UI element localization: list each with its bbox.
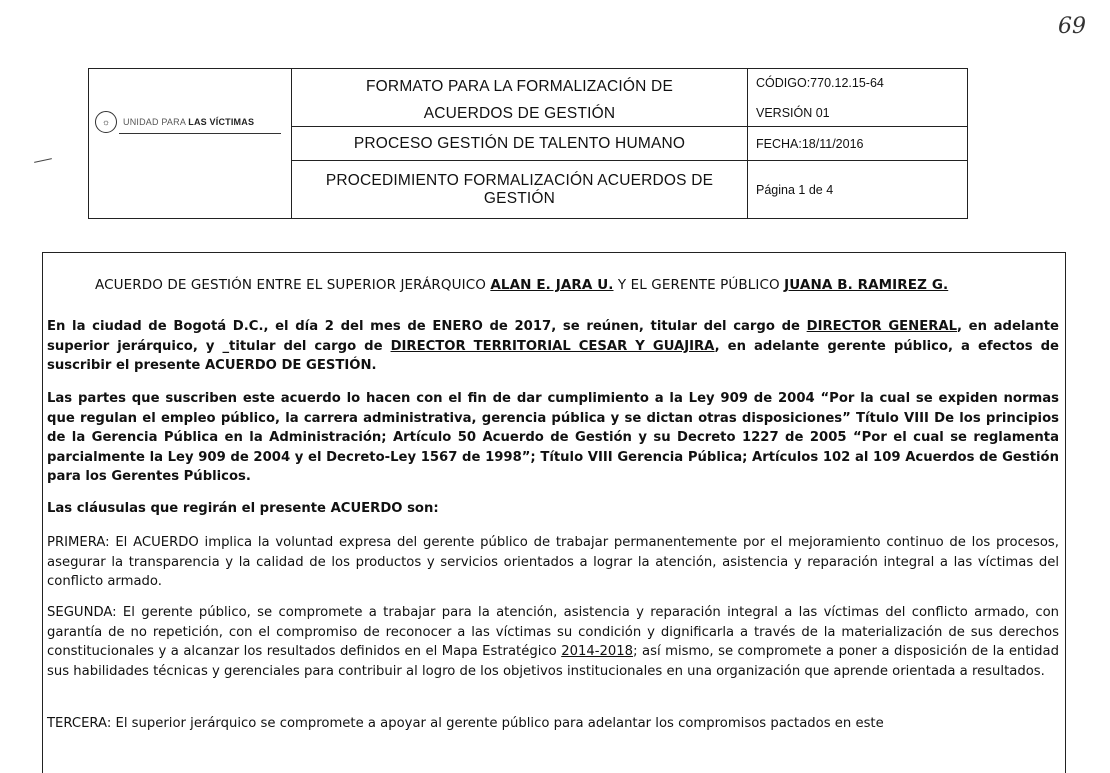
clause-tercera: TERCERA: El superior jerárquico se compromete a apoyar al gerente público para adelantar los compromisos pactados en este bbox=[47, 716, 884, 731]
form-code: CÓDIGO:770.12.15-64 bbox=[756, 75, 884, 90]
document-header bbox=[88, 68, 968, 219]
strategic-map-years: 2014-2018 bbox=[561, 644, 634, 659]
page-number: 69 bbox=[1058, 14, 1086, 39]
clause-segunda: SEGUNDA: El gerente público, se compromete a trabajar para la atención, asistencia y reparación integral a las víctimas del conflicto armado, con garantía de no repetición, con el compromiso de reconocer a las víctimas su condición y dignificarla a través de la materialización de sus derechos constitucionales y a alcanzar los resultados definidos en el Mapa Estratégico 2014-2018; así mismo, se compromete a poner a disposición de la entidad sus habilidades técnicas y gerenciales para contribuir al logro de los objetivos institucionales en una organización que aprende orientada a resultados. bbox=[47, 605, 1059, 679]
legal-basis-paragraph: Las partes que suscriben este acuerdo lo hacen con el fin de dar cumplimiento a la Ley 909 de 2004 “Por la cual se expiden normas que regulan el empleo público, la carrera administrativa, gerencia pública y se dictan otras disposiciones” Título VIII De los principios de la Gerencia Pública en la Administración; Artículo 50 Acuerdo de Gestión y su Decreto 1227 de 2005 “Por el cual se reglamenta parcialmente la Ley 909 de 2004 y el Decreto-Ley 1567 de 1998”; Título VIII Gerencia Pública; Artículos 102 al 109 Acuerdos de Gestión para los Gerentes Públicos. bbox=[47, 391, 1059, 484]
logo-rule bbox=[119, 133, 281, 134]
form-date: FECHA:18/11/2016 bbox=[748, 127, 968, 161]
process-name: PROCESO GESTIÓN DE TALENTO HUMANO bbox=[292, 127, 748, 161]
scan-mark bbox=[34, 158, 52, 163]
superior-role: DIRECTOR GENERAL bbox=[806, 319, 957, 334]
code-version-cell bbox=[748, 69, 968, 127]
page-indicator: Página 1 de 4 bbox=[748, 161, 968, 219]
agreement-title: ACUERDO DE GESTIÓN ENTRE EL SUPERIOR JERÁRQUICO ALAN E. JARA U. Y EL GERENTE PÚBLICO JUANA B. RAMIREZ G. bbox=[95, 277, 949, 293]
superior-name: ALAN E. JARA U. bbox=[490, 277, 614, 293]
seal-icon: ☼ bbox=[95, 111, 117, 133]
entity-logo bbox=[95, 111, 254, 133]
form-version: VERSIÓN 01 bbox=[756, 105, 830, 120]
form-title: FORMATO PARA LA FORMALIZACIÓN DE ACUERDOS DE GESTIÓN bbox=[292, 69, 748, 127]
clauses-intro: Las cláusulas que regirán el presente ACUERDO son: bbox=[47, 501, 439, 516]
logo-cell bbox=[89, 69, 292, 219]
agreement-body bbox=[42, 252, 1066, 773]
manager-role: DIRECTOR TERRITORIAL CESAR Y GUAJIRA bbox=[390, 338, 715, 354]
manager-name: JUANA B. RAMIREZ G. bbox=[784, 277, 949, 293]
logo-text: UNIDAD PARA LAS VÍCTIMAS bbox=[123, 117, 255, 127]
opening-paragraph: En la ciudad de Bogotá D.C., el día 2 del mes de ENERO de 2017, se reúnen, titular del cargo de DIRECTOR GENERAL, en adelante superior jerárquico, y _titular del cargo de DIRECTOR TERRITORIAL CESAR Y GUAJIRA, en adelante gerente público, a efectos de suscribir el presente ACUERDO DE GESTIÓN. bbox=[47, 319, 1060, 373]
clause-primera: PRIMERA: El ACUERDO implica la voluntad expresa del gerente público de trabajar permanentemente por el mejoramiento continuo de los procesos, asegurar la transparencia y la calidad de los productos y servicios orientados a lograr la atención, asistencia y reparación integral a las víctimas del conflicto armado. bbox=[47, 535, 1059, 589]
procedure-name: PROCEDIMIENTO FORMALIZACIÓN ACUERDOS DE GESTIÓN bbox=[292, 161, 748, 219]
